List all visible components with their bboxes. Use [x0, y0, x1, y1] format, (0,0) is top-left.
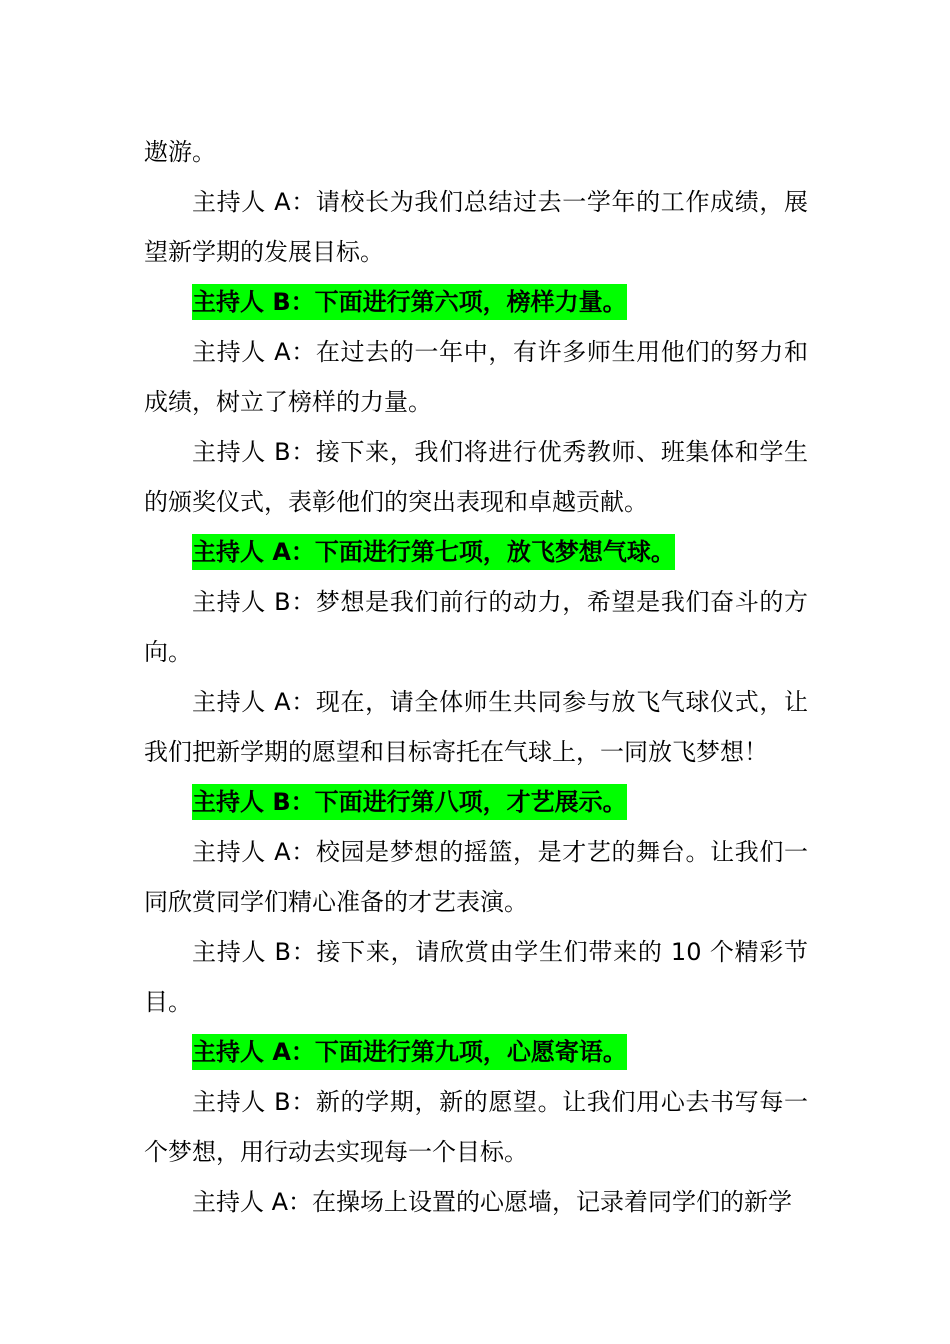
body-paragraph: 遨游。	[144, 138, 216, 166]
body-paragraph: 主持人 B：接下来，请欣赏由学生们带来的 10 个精彩节目。	[144, 938, 808, 1016]
body-paragraph: 主持人 A：在操场上设置的心愿墙，记录着同学们的新学	[192, 1188, 793, 1216]
highlighted-heading-text: 主持人 B：下面进行第八项，才艺展示。	[192, 784, 627, 820]
body-paragraph: 主持人 A：请校长为我们总结过去一学年的工作成绩，展望新学期的发展目标。	[144, 188, 808, 266]
section-heading	[144, 277, 808, 327]
highlighted-heading-text: 主持人 B：下面进行第六项，榜样力量。	[192, 284, 627, 320]
document-body	[144, 127, 808, 1227]
section-heading	[144, 1027, 808, 1077]
highlighted-heading-text: 主持人 A：下面进行第七项，放飞梦想气球。	[192, 534, 675, 570]
body-paragraph: 主持人 A：校园是梦想的摇篮，是才艺的舞台。让我们一同欣赏同学们精心准备的才艺表演。	[144, 838, 808, 916]
body-paragraph: 主持人 B：梦想是我们前行的动力，希望是我们奋斗的方向。	[144, 588, 808, 666]
section-heading	[144, 777, 808, 827]
body-paragraph: 主持人 A：在过去的一年中，有许多师生用他们的努力和成绩，树立了榜样的力量。	[144, 338, 808, 416]
body-paragraph: 主持人 B：新的学期，新的愿望。让我们用心去书写每一个梦想，用行动去实现每一个目标。	[144, 1088, 808, 1166]
body-paragraph: 主持人 A：现在，请全体师生共同参与放飞气球仪式，让我们把新学期的愿望和目标寄托在气球上，一同放飞梦想！	[144, 688, 808, 766]
highlighted-heading-text: 主持人 A：下面进行第九项，心愿寄语。	[192, 1034, 627, 1070]
section-heading	[144, 527, 808, 577]
body-paragraph: 主持人 B：接下来，我们将进行优秀教师、班集体和学生的颁奖仪式，表彰他们的突出表现和卓越贡献。	[144, 438, 808, 516]
